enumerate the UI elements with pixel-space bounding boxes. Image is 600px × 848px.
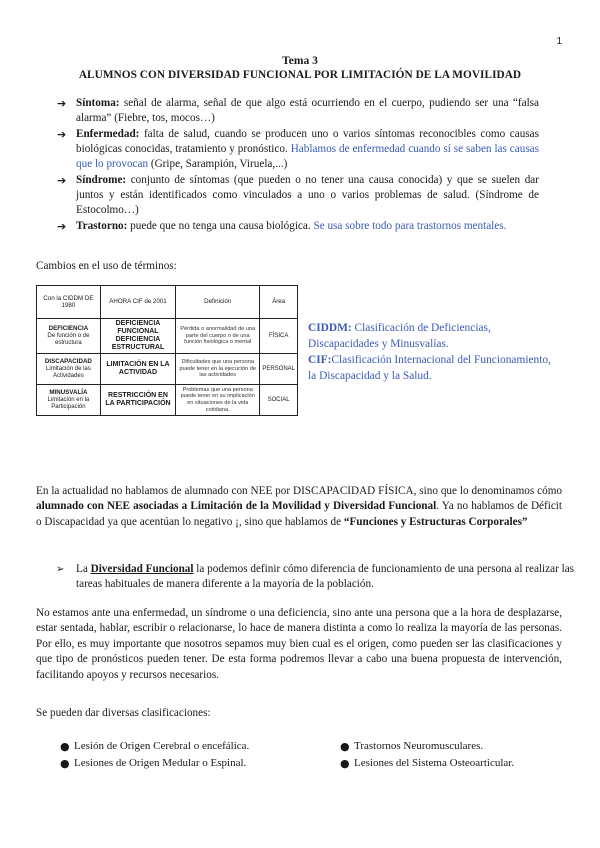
bullet-text: la podemos definir cómo diferencia de funcionamiento de una persona al realizar las tareas habituales de manera diferente a la mayoría de la población.: [76, 563, 575, 591]
old-subterm: De función o de estructura: [47, 333, 90, 346]
table-header: AHORA CIF de 2001: [100, 286, 175, 319]
arrow-right-icon: ➔: [57, 97, 67, 110]
paragraph-emphasis: “Funciones y Estructuras Corporales”: [343, 515, 528, 528]
table-cell: LIMITACIÓN EN LA ACTIVIDAD: [100, 354, 175, 385]
bullet-dot-icon: ●: [60, 740, 70, 753]
legend-ciddm-text: Clasificación de Deficiencias, Discapacidades y Minusvalías.: [308, 322, 491, 350]
terms-table: [36, 285, 298, 416]
definition-highlight: Hablamos de enfermedad cuando sí se saben las causas que lo provocan: [76, 143, 539, 170]
definition-highlight: Se usa sobre todo para trastornos mentales.: [313, 220, 507, 232]
old-subterm: Limitación en la Participación: [47, 397, 90, 410]
table-cell: [37, 385, 101, 416]
table-row: [37, 385, 298, 416]
definition-text: puede que no tenga una causa biológica.: [127, 220, 314, 232]
tema-heading: Tema 3: [282, 55, 318, 67]
list-item-text: Lesiones de Origen Medular o Espinal.: [74, 757, 247, 769]
diversidad-bullet: [56, 562, 584, 593]
definition-term: Trastorno:: [76, 220, 128, 232]
old-term: MINUSVALÍA: [49, 389, 88, 396]
classifications-column-right: [336, 738, 514, 772]
definitions-list: [57, 96, 539, 235]
definition-item: [57, 219, 539, 234]
bullet-term: Diversidad Funcional: [90, 563, 194, 575]
paragraph-emphasis: alumnado con NEE asociadas a Limitación de la Movilidad y Diversidad Funcional: [36, 500, 437, 513]
legend-ciddm-label: CIDDM:: [308, 322, 352, 334]
list-item-text: Lesión de Origen Cerebral o encefálica.: [74, 740, 250, 752]
definition-text: conjunto de síntomas (que pueden o no tener una causa conocida) y que se suelen dar juntos y están identificados como vinculados a uno o varios problemas de salud. (Síndrome de Estocolmo…): [76, 174, 539, 216]
definition-tail: (Gripe, Sarampión, Viruela,...): [148, 158, 288, 170]
definition-term: Síndrome:: [76, 174, 127, 186]
list-item: [56, 738, 249, 755]
table-cell: RESTRICCIÓN EN LA PARTICIPACIÓN: [100, 385, 175, 416]
definition-text: señal de alarma, señal de que algo está ocurriendo en el cuerpo, pudiendo ser una “falsa alarma” (Fiebre, tos, mocos…): [76, 97, 539, 124]
old-term: DEFICIENCIA: [48, 325, 89, 332]
table-row: [37, 319, 298, 354]
definition-text: falta de salud, cuando se producen uno o varios síntomas reconocibles como causas biológicas conocidas, tratamiento y pronóstico.: [76, 128, 539, 155]
page-title: ALUMNOS CON DIVERSIDAD FUNCIONAL POR LIMITACIÓN DE LA MOVILIDAD: [78, 69, 522, 81]
legend-cif-label: CIF:: [308, 354, 332, 366]
list-item-text: Lesiones del Sistema Osteoarticular.: [354, 757, 515, 769]
paragraph-clasificaciones: Se pueden dar diversas clasificaciones:: [36, 707, 211, 719]
legend-cif-text: Clasificación Internacional del Funcionamiento, la Discapacidad y la Salud.: [308, 354, 551, 382]
definition-term: Enfermedad:: [76, 128, 140, 140]
table-cell: Problemas que una persona puede tener en su implicación en situaciones de la vida cotidiana.: [176, 385, 260, 416]
definition-item: [57, 127, 539, 172]
old-subterm: Limitación de las Actividades: [46, 366, 91, 379]
list-item: [336, 738, 514, 755]
legend-cif: [308, 352, 558, 384]
arrow-right-icon: ➔: [57, 174, 67, 187]
definition-term: Síntoma:: [76, 97, 120, 109]
acronym-legend: [308, 320, 558, 384]
list-item: [56, 755, 249, 772]
arrow-right-icon: ➔: [57, 220, 67, 233]
table-cell: PERSONAL: [260, 354, 298, 385]
paragraph-text: En la actualidad no hablamos de alumnado con NEE por DISCAPACIDAD FÍSICA, sino que lo denominamos cómo: [36, 485, 562, 497]
list-item-text: Trastornos Neuromusculares.: [354, 740, 484, 752]
classifications-column-left: [56, 738, 249, 772]
paragraph-text: . Ya no hablamos de Déficit o Discapacidad ya que acentúan lo negativo ¡, sino que hablamos de: [36, 500, 562, 528]
bullet-dot-icon: ●: [340, 757, 350, 770]
arrow-right-icon: ➔: [57, 128, 67, 141]
table-row: [37, 354, 298, 385]
bullet-prefix: La: [76, 563, 91, 575]
table-cell: SOCIAL: [260, 385, 298, 416]
cambios-label: Cambios en el uso de términos:: [36, 260, 177, 272]
paragraph-actualidad: [36, 484, 562, 530]
bullet-dot-icon: ●: [60, 757, 70, 770]
triangle-bullet-icon: ➢: [56, 564, 65, 575]
table-header: Definición: [176, 286, 260, 319]
table-cell: FÍSICA: [260, 319, 298, 354]
table-cell: DEFICIENCIA FUNCIONAL DEFICIENCIA ESTRUCTURAL: [100, 319, 175, 354]
paragraph-enfermedad: No estamos ante una enfermedad, un síndrome o una deficiencia, sino ante una persona que a la hora de desplazarse, estar sentada, hablar, escribir o relacionarse, lo hace de manera distinta a como lo realiza la mayoría de las personas. Por ello, es muy importante que nosotros sepamos muy bien cual es el origen, como pueden ser las clasificaciones y que tipo de pronósticos pueden tener. De esta forma podremos llevar a cabo una buena propuesta de intervención, facilitando apoyos y recursos necesarios.: [36, 607, 562, 681]
page-number: 1: [556, 36, 562, 47]
bullet-dot-icon: ●: [340, 740, 350, 753]
table-cell: Pérdida o anormalidad de una parte del cuerpo o de una función fisiológica o mental: [176, 319, 260, 354]
definition-item: [57, 96, 539, 126]
legend-ciddm: [308, 320, 558, 352]
definition-item: [57, 173, 539, 218]
table-header: Con la CIDDM DE 1980: [37, 286, 101, 319]
list-item: [336, 755, 514, 772]
table-header: Área: [260, 286, 298, 319]
table-cell: Dificultades que una persona puede tener en la ejecución de las actividades: [176, 354, 260, 385]
old-term: DISCAPACIDAD: [44, 358, 92, 365]
table-header-row: [37, 286, 298, 319]
table-cell: [37, 319, 101, 354]
table-cell: [37, 354, 101, 385]
